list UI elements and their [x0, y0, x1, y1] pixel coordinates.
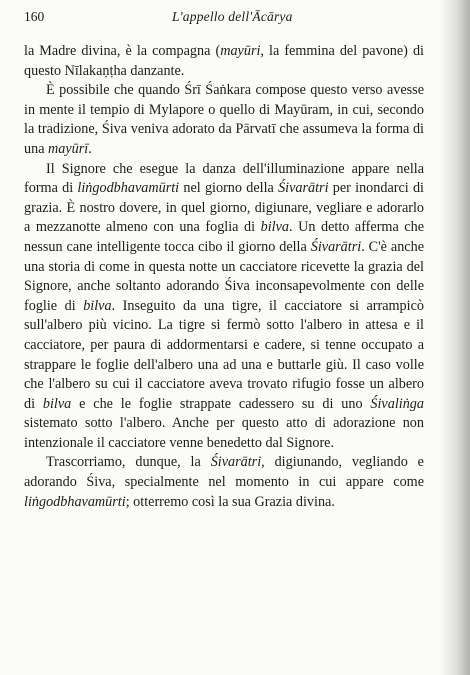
text-segment: per inondarci di grazia. È nostro dovere, in quel giorno, digiunare, vegliare e adorarlo a mezzanotte almeno con una foglia di: [24, 180, 424, 236]
italic-term: liṅgodbhavamūrti: [24, 493, 126, 510]
paragraph-conclusion: [24, 453, 424, 512]
italic-term: bilva: [83, 297, 112, 314]
body-text: [24, 42, 424, 512]
running-title: L'appello dell'Ācārya: [172, 9, 293, 24]
italic-term: bilva: [260, 219, 289, 236]
text-segment: nel giorno della: [179, 180, 279, 197]
page-header: [24, 9, 424, 27]
text-segment: È possibile che quando Śrī Śaṅkara compose questo verso avesse in mente il tempio di Mylapore o quello di Mayūram, in cui, secondo la tradizione, Śiva veniva adorato da Pārvatī che assumeva la forma di una: [24, 82, 424, 157]
italic-term: Śivarātri: [278, 180, 329, 197]
text-segment: . C'è anche una storia di come in questa notte un cacciatore ricevette la grazia del Signore, anche soltanto adorando Śiva inconsapevolmente con delle foglie di: [24, 238, 424, 314]
italic-term: Śivarātri: [310, 238, 362, 255]
italic-term: Śivaliṅga: [370, 395, 424, 412]
text-segment: ; otterremo così la sua Grazia divina.: [125, 493, 335, 510]
text-segment: la Madre divina, è la compagna (: [24, 43, 221, 59]
italic-term: bilva: [42, 395, 72, 412]
text-segment: sistemato sotto l'albero. Anche per questo atto di adorazione non intenzionale il cacciatore venne benedetto dal Signore.: [24, 415, 424, 451]
text-segment: .: [88, 140, 92, 157]
text-segment: Il Signore che esegue la danza dell'illuminazione appare nella forma di: [24, 160, 424, 197]
text-segment: . Un detto afferma che nessun cane intelligente tocca cibo il giorno della: [24, 219, 424, 255]
page-edge-shadow: [440, 0, 470, 675]
text-segment: Trascorriamo, dunque, la: [46, 454, 211, 471]
paragraph-sivaratri-story: [24, 160, 424, 454]
text-segment: . Inseguito da una tigre, il cacciatore si arrampicò sull'albero più vicino. La tigre si fermò sotto l'albero in attesa e il cacciatore, per paura di addormentarsi e cadere, si tenne occupato a strappare le foglie dell'albero una ad una e buttarle giù. Il caso volle che l'albero su cui il cacciatore aveva trovato rifugio fosse un albero di: [24, 297, 424, 412]
italic-term: Śivarātri: [210, 454, 262, 471]
paragraph-continuation: [24, 42, 424, 81]
italic-term: liṅgodbhavamūrti: [77, 180, 180, 197]
italic-term: mayūrī: [48, 140, 89, 157]
text-segment: e che le foglie strappate cadessero su di uno: [71, 395, 371, 412]
italic-term: mayūri: [220, 43, 261, 59]
page-number: 160: [24, 9, 45, 24]
text-segment: , digiunando, vegliando e adorando Śiva, specialmente nel momento in cui appare come: [24, 454, 424, 491]
text-segment: , la femmina del pavone) di questo Nīlakaṇṭha danzante.: [24, 43, 425, 79]
paragraph-sankara: [24, 81, 424, 159]
